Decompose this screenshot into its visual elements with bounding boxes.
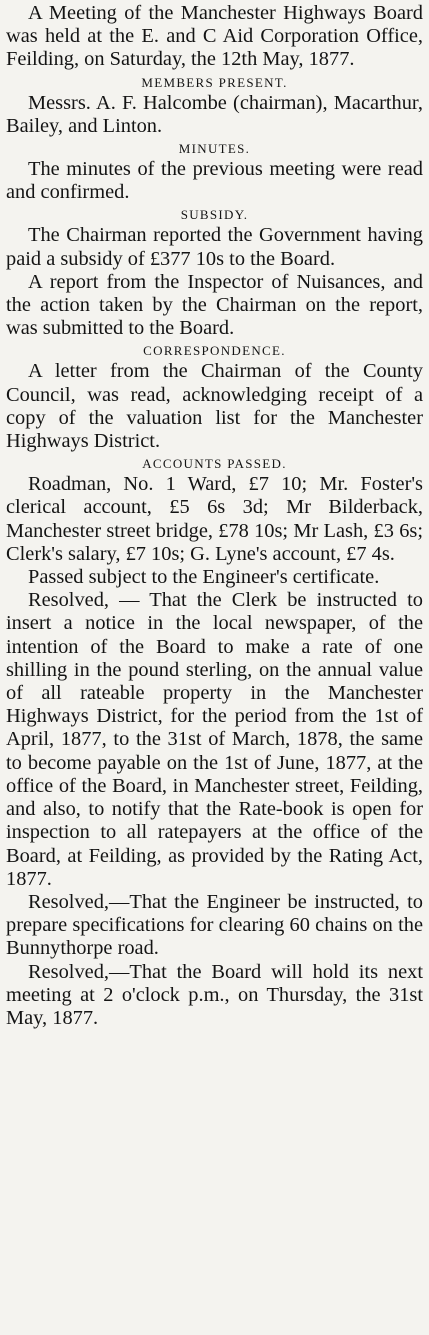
accounts-heading: ACCOUNTS PASSED. bbox=[142, 456, 287, 472]
intro-paragraph: A Meeting of the Manchester Highways Board was held at the E. and C Aid Corporation Office, Feilding, on Saturday, the 12th May, 1877. bbox=[6, 2, 423, 71]
minutes-heading: MINUTES. bbox=[178, 141, 251, 157]
engineer-resolution-paragraph: Resolved,—That the Engineer be instructed, to prepare specifications for clearing 60 chains on the Bunnythorpe road. bbox=[6, 890, 423, 960]
passed-paragraph: Passed subject to the Engineer's certificate. bbox=[28, 566, 380, 589]
minutes-paragraph: The minutes of the previous meeting were read and confirmed. bbox=[6, 158, 423, 204]
rate-resolution-paragraph: Resolved, — That the Clerk be instructed to insert a notice in the local newspaper, of the intention of the Board to make a rate of one shilling in the pound sterling, on the annual value of all rateable property in the Manchester Highways District, for the period from the 1st of April, 1877, to the 31st of March, 1878, the same to become payable on the 1st of June, 1877, at the office of the Board, in Manchester street, Feilding, and also, to notify that the Rate-book is open for inspection to all ratepayers at the office of the Board, at Feilding, as provided by the Rating Act, 1877. bbox=[6, 589, 423, 890]
correspondence-heading: CORRESPONDENCE. bbox=[143, 343, 286, 359]
members-heading: MEMBERS PRESENT. bbox=[141, 74, 288, 90]
members-paragraph: Messrs. A. F. Halcombe (chairman), Macarthur, Bailey, and Linton. bbox=[6, 91, 423, 137]
next-meeting-resolution-paragraph: Resolved,—That the Board will hold its next meeting at 2 o'clock p.m., on Thursday, the 31st May, 1877. bbox=[6, 960, 423, 1029]
correspondence-paragraph: A letter from the Chairman of the County Council, was read, acknowledging receipt of a copy of the valuation list for the Manchester Highways District. bbox=[6, 360, 423, 453]
subsidy-paragraph: The Chairman reported the Government having paid a subsidy of £377 10s to the Board. bbox=[6, 224, 423, 270]
nuisances-paragraph: A report from the Inspector of Nuisances, and the action taken by the Chairman on the report, was submitted to the Board. bbox=[6, 270, 423, 340]
accounts-paragraph: Roadman, No. 1 Ward, £7 10; Mr. Foster's clerical account, £5 6s 3d; Mr Bilderback, Manchester street bridge, £78 10s; Mr Lash, £3 6s; Clerk's salary, £7 10s; G. Lyne's account, £7 4s. bbox=[6, 473, 423, 565]
subsidy-heading: SUBSIDY. bbox=[180, 207, 249, 223]
